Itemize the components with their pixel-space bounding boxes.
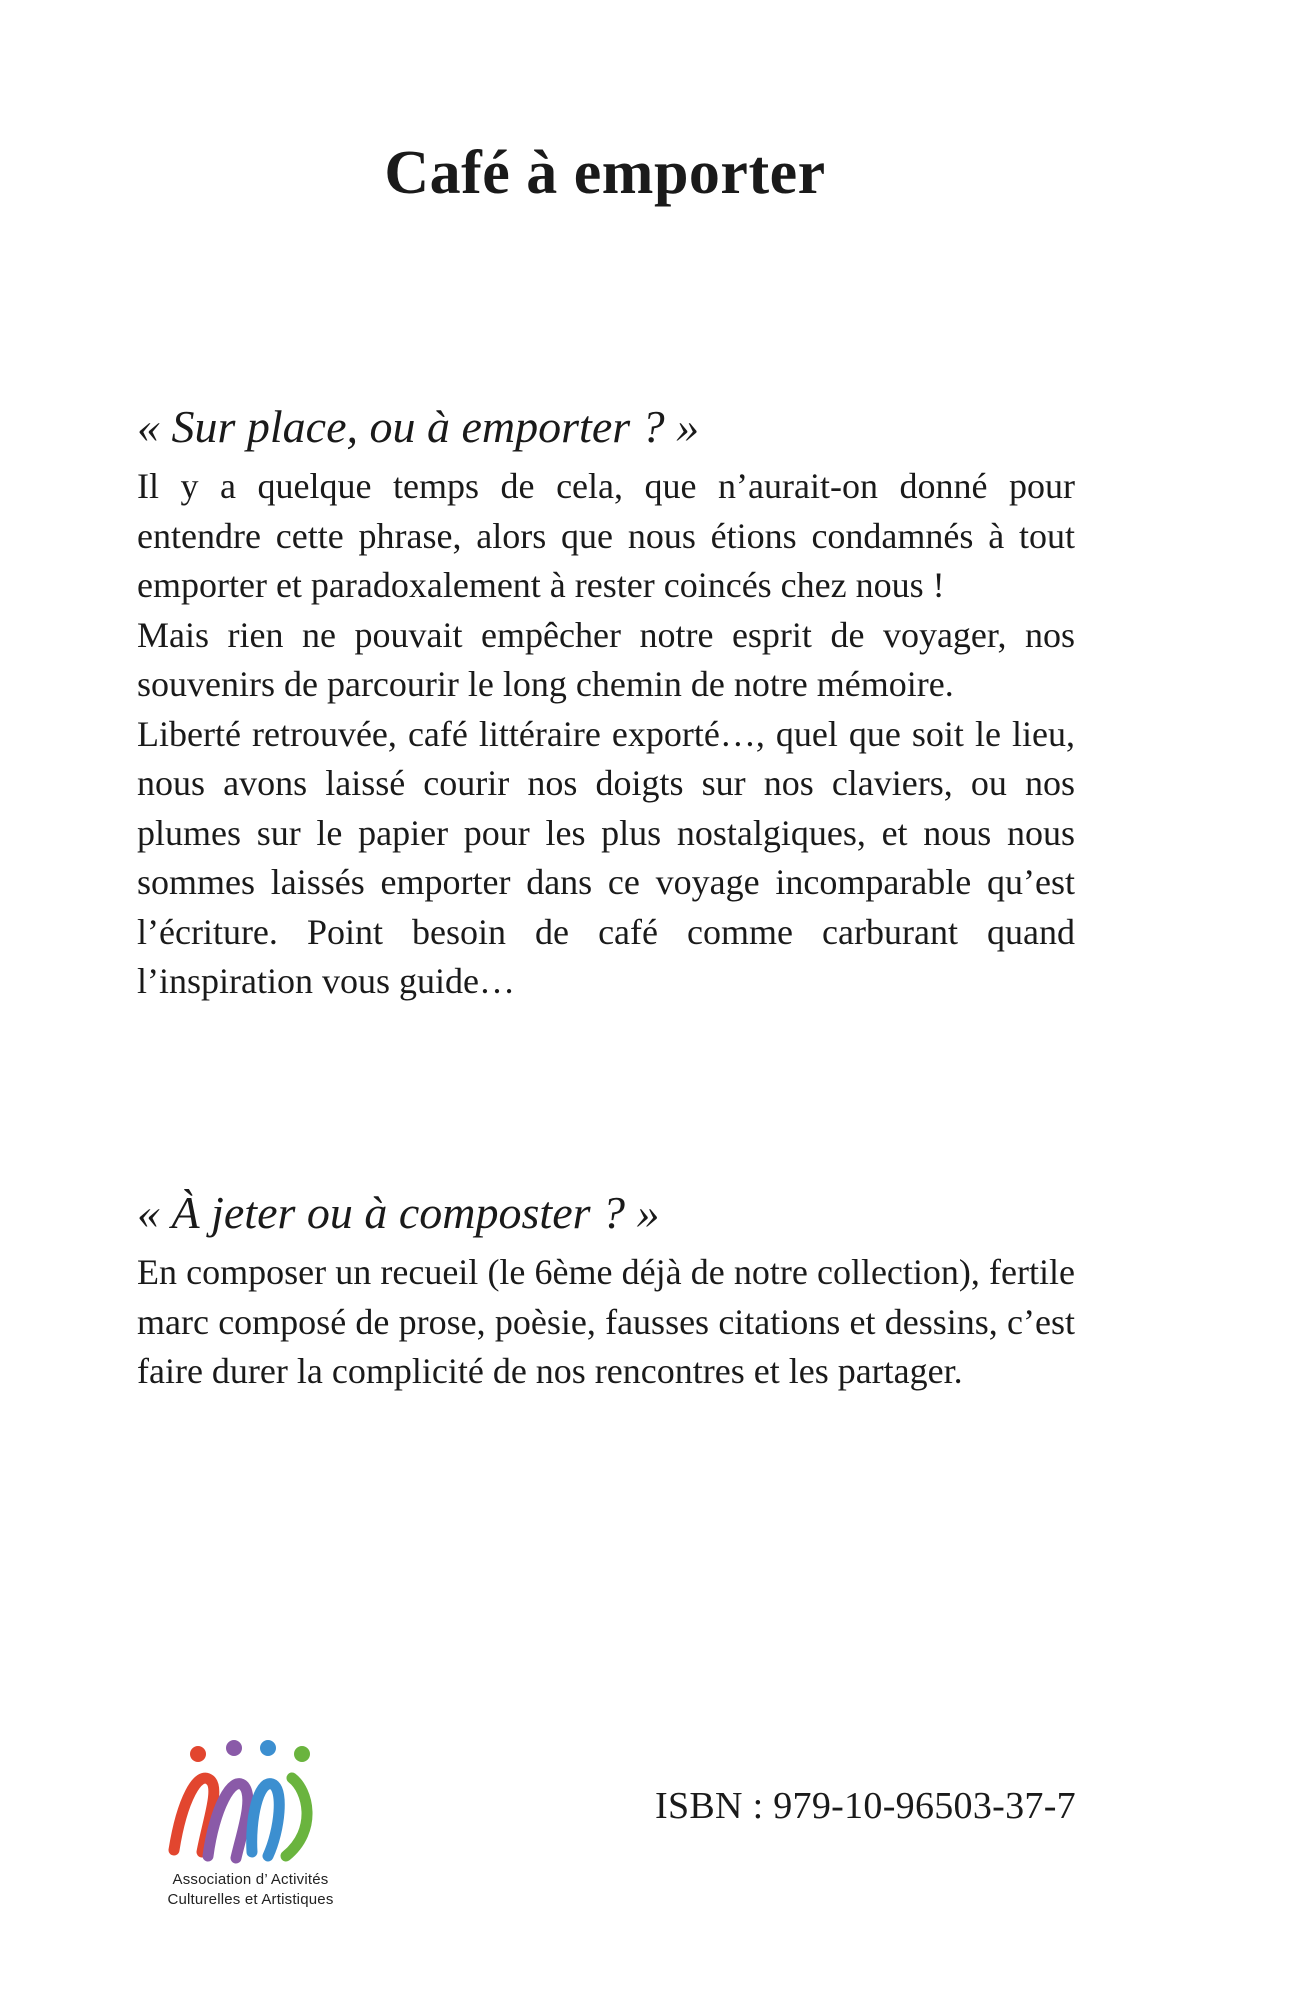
logo-caption — [128, 1870, 373, 1910]
section-heading: « À jeter ou à composter ? » — [137, 1187, 660, 1238]
paragraph: Il y a quelque temps de cela, que n’aurait-on donné pour entendre cette phrase, alors que nous étions condamnés à tout emporter et paradoxalement à rester coincés chez nous ! — [137, 466, 1075, 605]
association-logo — [128, 1740, 373, 1920]
section-sur-place — [137, 398, 1075, 1007]
paragraph: Mais rien ne pouvait empêcher notre esprit de voyager, nos souvenirs de parcourir le long chemin de notre mémoire. — [137, 614, 1075, 704]
section-a-jeter — [137, 1184, 1075, 1397]
people-figures-icon — [168, 1740, 338, 1868]
isbn-number: ISBN : 979-10-96503-37-7 — [655, 1785, 1076, 1827]
section-heading: « Sur place, ou à emporter ? » — [137, 401, 700, 452]
paragraph: En composer un recueil (le 6ème déjà de notre collection), fertile marc composé de prose, poèsie, fausses citations et dessins, c’est faire durer la complicité de nos rencontres et les partager. — [137, 1252, 1075, 1391]
paragraph: Liberté retrouvée, café littéraire exporté…, quel que soit le lieu, nous avons laissé courir nos doigts sur nos claviers, ou nos plumes sur le papier pour les plus nostalgiques, et nous nous sommes laissés emporter dans ce voyage incomparable qu’est l’écriture. Point besoin de café comme carburant quand l’inspiration vous guide… — [137, 713, 1075, 1001]
logo-caption-line1: Association d’ Activités — [172, 1871, 329, 1888]
logo-caption-line2: Culturelles et Artistiques — [167, 1891, 334, 1908]
book-title: Café à emporter — [384, 139, 826, 207]
